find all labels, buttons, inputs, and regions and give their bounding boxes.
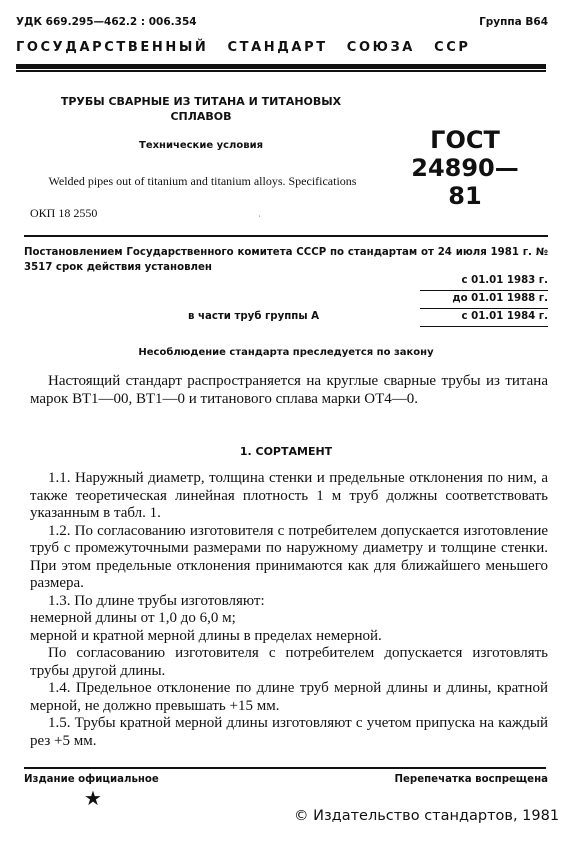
section-body	[30, 470, 548, 750]
state-standard-heading: ГОСУДАРСТВЕННЫЙ СТАНДАРТ СОЮЗА ССР	[16, 40, 471, 55]
header-thick-rule	[16, 64, 546, 69]
section-heading: 1. СОРТАМЕНТ	[239, 445, 333, 458]
paragraph-1-4: 1.4. Предельное отклонение по длине труб мерной длины и длины, кратной мерной, не должно превышать +15 мм.	[30, 680, 548, 714]
group-code: Группа В64	[479, 16, 548, 28]
paragraph-1-2: 1.2. По согласованию изготовителя с потребителем допускается изготовление труб с промежуточными размерами по наружному диаметру и толщине стенки. При этом предельные отклонения принимаются как для ближайшего меньшего размера.	[30, 522, 548, 591]
date-rule-2	[420, 308, 548, 309]
date-rule-3	[420, 326, 548, 327]
paragraph-1-5: 1.5. Трубы кратной мерной длины изготовляют с учетом припуска на каждый рез +5 мм.	[30, 715, 548, 749]
paragraph-1-3-note: По согласованию изготовителя с потребителем допускается изготовлять трубы другой длины.	[30, 645, 548, 679]
english-title: Welded pipes out of titanium and titanium alloys. Specifications	[48, 174, 357, 188]
stray-mark: ˙	[258, 214, 261, 223]
footer-rule	[24, 767, 546, 769]
gost-number	[400, 126, 530, 210]
intro-paragraph: Настоящий стандарт распространяется на круглые сварные трубы из титана марок ВТ1—00, ВТ1—0 и титанового сплава марки ОТ4—0.	[30, 373, 548, 407]
udk-code: УДК 669.295—462.2 : 006.354	[16, 16, 197, 28]
paragraph-1-3-item-a: немерной длины от 1,0 до 6,0 м;	[30, 610, 236, 626]
okp-code: ОКП 18 2550	[30, 206, 98, 220]
paragraph-1-1: 1.1. Наружный диаметр, толщина стенки и предельные отклонения по ним, а также теоретическая линейная плотность 1 м труб должны соответствовать указанным в табл. 1.	[30, 470, 548, 521]
document-subtitle: Технические условия	[139, 140, 263, 151]
official-edition-label: Издание официальное	[24, 774, 159, 785]
date-from: с 01.01 1983 г.	[461, 275, 548, 286]
date-rule-1	[420, 290, 548, 291]
document-title: ТРУБЫ СВАРНЫЕ ИЗ ТИТАНА И ТИТАНОВЫХ СПЛАВОВ	[60, 95, 342, 123]
gost-label-line2: 24890—81	[411, 154, 519, 210]
date-until: до 01.01 1988 г.	[452, 293, 548, 304]
decree-rule	[24, 235, 548, 237]
paragraph-1-3-item-b: мерной и кратной мерной длины в пределах немерной.	[30, 627, 382, 644]
paragraph-1-3: 1.3. По длине трубы изготовляют:	[48, 592, 265, 609]
date-group-a: с 01.01 1984 г.	[461, 311, 548, 322]
reprint-forbidden-label: Перепечатка воспрещена	[394, 774, 548, 785]
decree-text: Постановлением Государственного комитета СССР по стандартам от 24 июля 1981 г. № 3517 срок действия установлен	[24, 247, 548, 273]
copyright-line: © Издательство стандартов, 1981	[294, 808, 560, 824]
group-a-label: в части труб группы А	[188, 311, 319, 322]
legal-warning: Несоблюдение стандарта преследуется по закону	[138, 347, 434, 358]
header-thin-rule	[16, 70, 546, 72]
star-icon: ★	[84, 786, 102, 810]
gost-label-line1: ГОСТ	[430, 126, 500, 154]
